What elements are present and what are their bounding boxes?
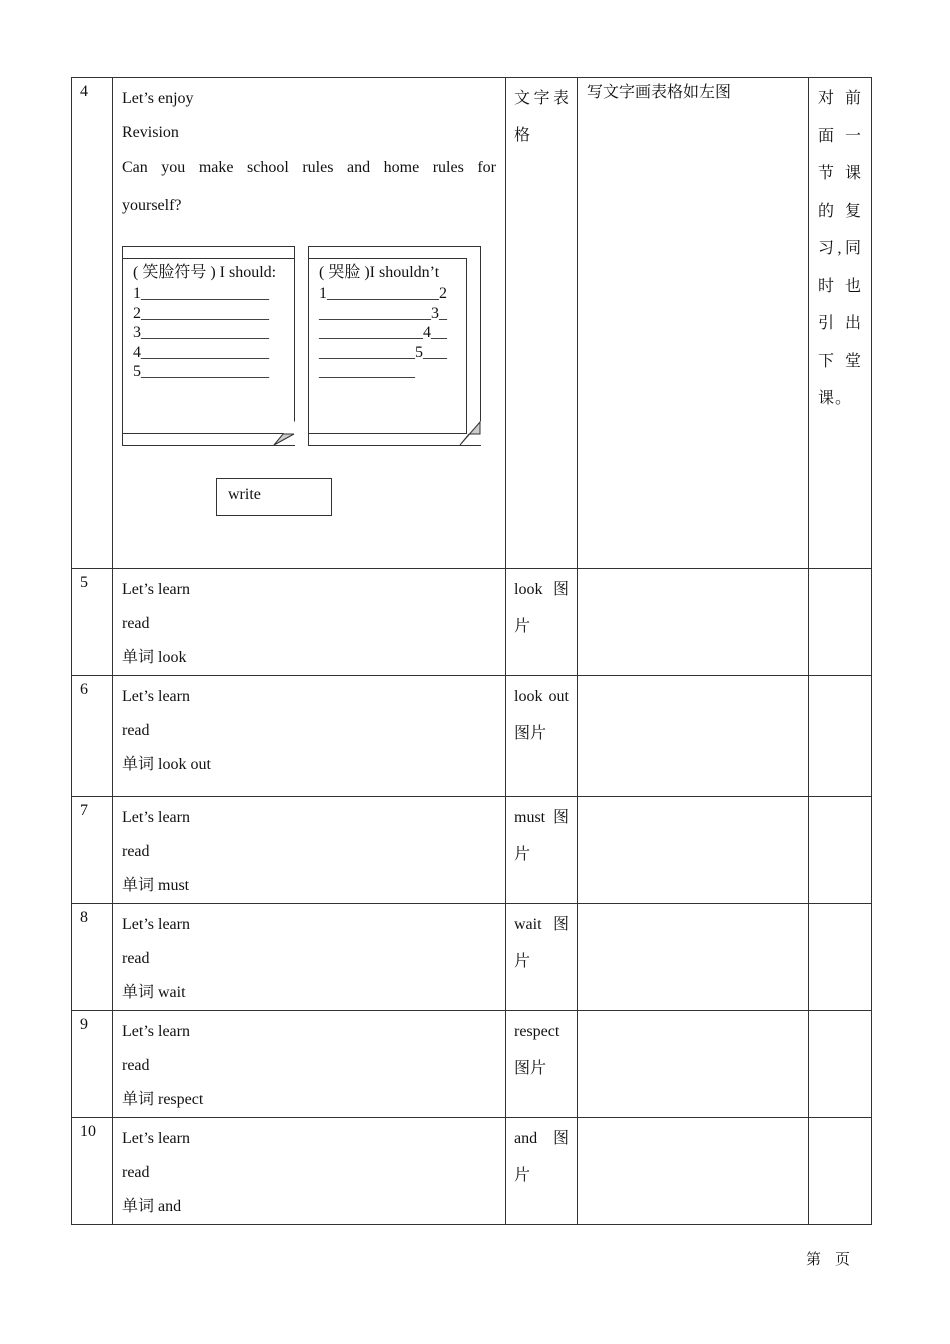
- row-number-cell: 8: [72, 904, 113, 1011]
- table-row: [72, 569, 872, 676]
- write-box: [216, 478, 332, 516]
- content-line: read: [122, 1164, 150, 1181]
- content-line: 单词 respect: [122, 1091, 204, 1108]
- row-number-cell: 10: [72, 1118, 113, 1225]
- content-line: 单词 look out: [122, 756, 211, 773]
- purpose-cell: [809, 1011, 872, 1118]
- activity-cell: [578, 904, 809, 1011]
- rules-diagram: [122, 226, 496, 503]
- should-note: [122, 246, 295, 446]
- content-cell: [113, 676, 506, 797]
- table-row: [72, 78, 872, 569]
- footer-page-suffix: 页: [835, 1252, 851, 1268]
- content-line: read: [122, 1057, 150, 1074]
- content-line: 单词 wait: [122, 984, 186, 1001]
- activity-cell: [578, 676, 809, 797]
- page-footer: [806, 1248, 864, 1269]
- resource-cell: wait 图片: [506, 904, 578, 1011]
- purpose-cell: [809, 676, 872, 797]
- content-line: Let’s enjoy: [122, 90, 194, 107]
- content-line: 单词 look: [122, 649, 187, 666]
- should-note-lines: 1________________ 2________________ 3________________ 4________________ 5________________: [133, 285, 269, 380]
- content-line: read: [122, 722, 150, 739]
- content-line: Revision: [122, 124, 179, 141]
- shouldnt-note: [308, 246, 481, 446]
- shouldnt-note-lines: 1______________2 ______________3_ _____________4__ ____________5___ ____________: [319, 285, 447, 380]
- content-line: Let’s learn: [122, 581, 190, 598]
- content-line: Let’s learn: [122, 688, 190, 705]
- purpose-cell: [809, 797, 872, 904]
- content-line: Let’s learn: [122, 1023, 190, 1040]
- content-line: read: [122, 950, 150, 967]
- content-cell: [113, 797, 506, 904]
- page-curl-icon: [273, 420, 295, 446]
- row-number-cell: 9: [72, 1011, 113, 1118]
- content-cell: [113, 78, 506, 569]
- row-number-cell: 7: [72, 797, 113, 904]
- should-note-title: ( 笑脸符号 ) I should:: [133, 264, 277, 281]
- resource-cell: 文字表格: [506, 78, 578, 569]
- resource-cell: look out 图片: [506, 676, 578, 797]
- row-number-cell: 4: [72, 78, 113, 569]
- activity-cell: [578, 569, 809, 676]
- table-row: [72, 904, 872, 1011]
- purpose-cell: 对前面一节课的复习,同时也引出下堂课。: [809, 78, 872, 569]
- lesson-plan-table: [71, 77, 872, 1225]
- resource-cell: look 图片: [506, 569, 578, 676]
- question-line: Can you make school rules and home rules for: [122, 159, 496, 176]
- activity-cell: 写文字画表格如左图: [578, 78, 809, 569]
- table-row: [72, 1011, 872, 1118]
- row-number-cell: 5: [72, 569, 113, 676]
- purpose-cell: [809, 1118, 872, 1225]
- footer-page-prefix: 第: [806, 1252, 822, 1268]
- content-line: 单词 must: [122, 877, 190, 894]
- page-curl-icon: [459, 420, 481, 446]
- activity-cell: [578, 797, 809, 904]
- purpose-cell: [809, 569, 872, 676]
- content-line: 单词 and: [122, 1198, 182, 1215]
- question-line-end: yourself?: [122, 197, 182, 214]
- table-row: [72, 676, 872, 797]
- activity-cell: [578, 1118, 809, 1225]
- table-row: [72, 1118, 872, 1225]
- shouldnt-note-title: ( 哭脸 )I shouldn’t: [319, 264, 440, 281]
- resource-cell: must 图片: [506, 797, 578, 904]
- content-line: read: [122, 843, 150, 860]
- write-label: write: [228, 486, 261, 503]
- resource-cell: respect 图片: [506, 1011, 578, 1118]
- content-cell: [113, 569, 506, 676]
- activity-cell: [578, 1011, 809, 1118]
- content-line: Let’s learn: [122, 809, 190, 826]
- resource-cell: and 图片: [506, 1118, 578, 1225]
- table-row: [72, 797, 872, 904]
- content-cell: [113, 1011, 506, 1118]
- purpose-cell: [809, 904, 872, 1011]
- content-line: Let’s learn: [122, 916, 190, 933]
- content-line: read: [122, 615, 150, 632]
- content-cell: [113, 1118, 506, 1225]
- content-line: Let’s learn: [122, 1130, 190, 1147]
- content-cell: [113, 904, 506, 1011]
- row-number-cell: 6: [72, 676, 113, 797]
